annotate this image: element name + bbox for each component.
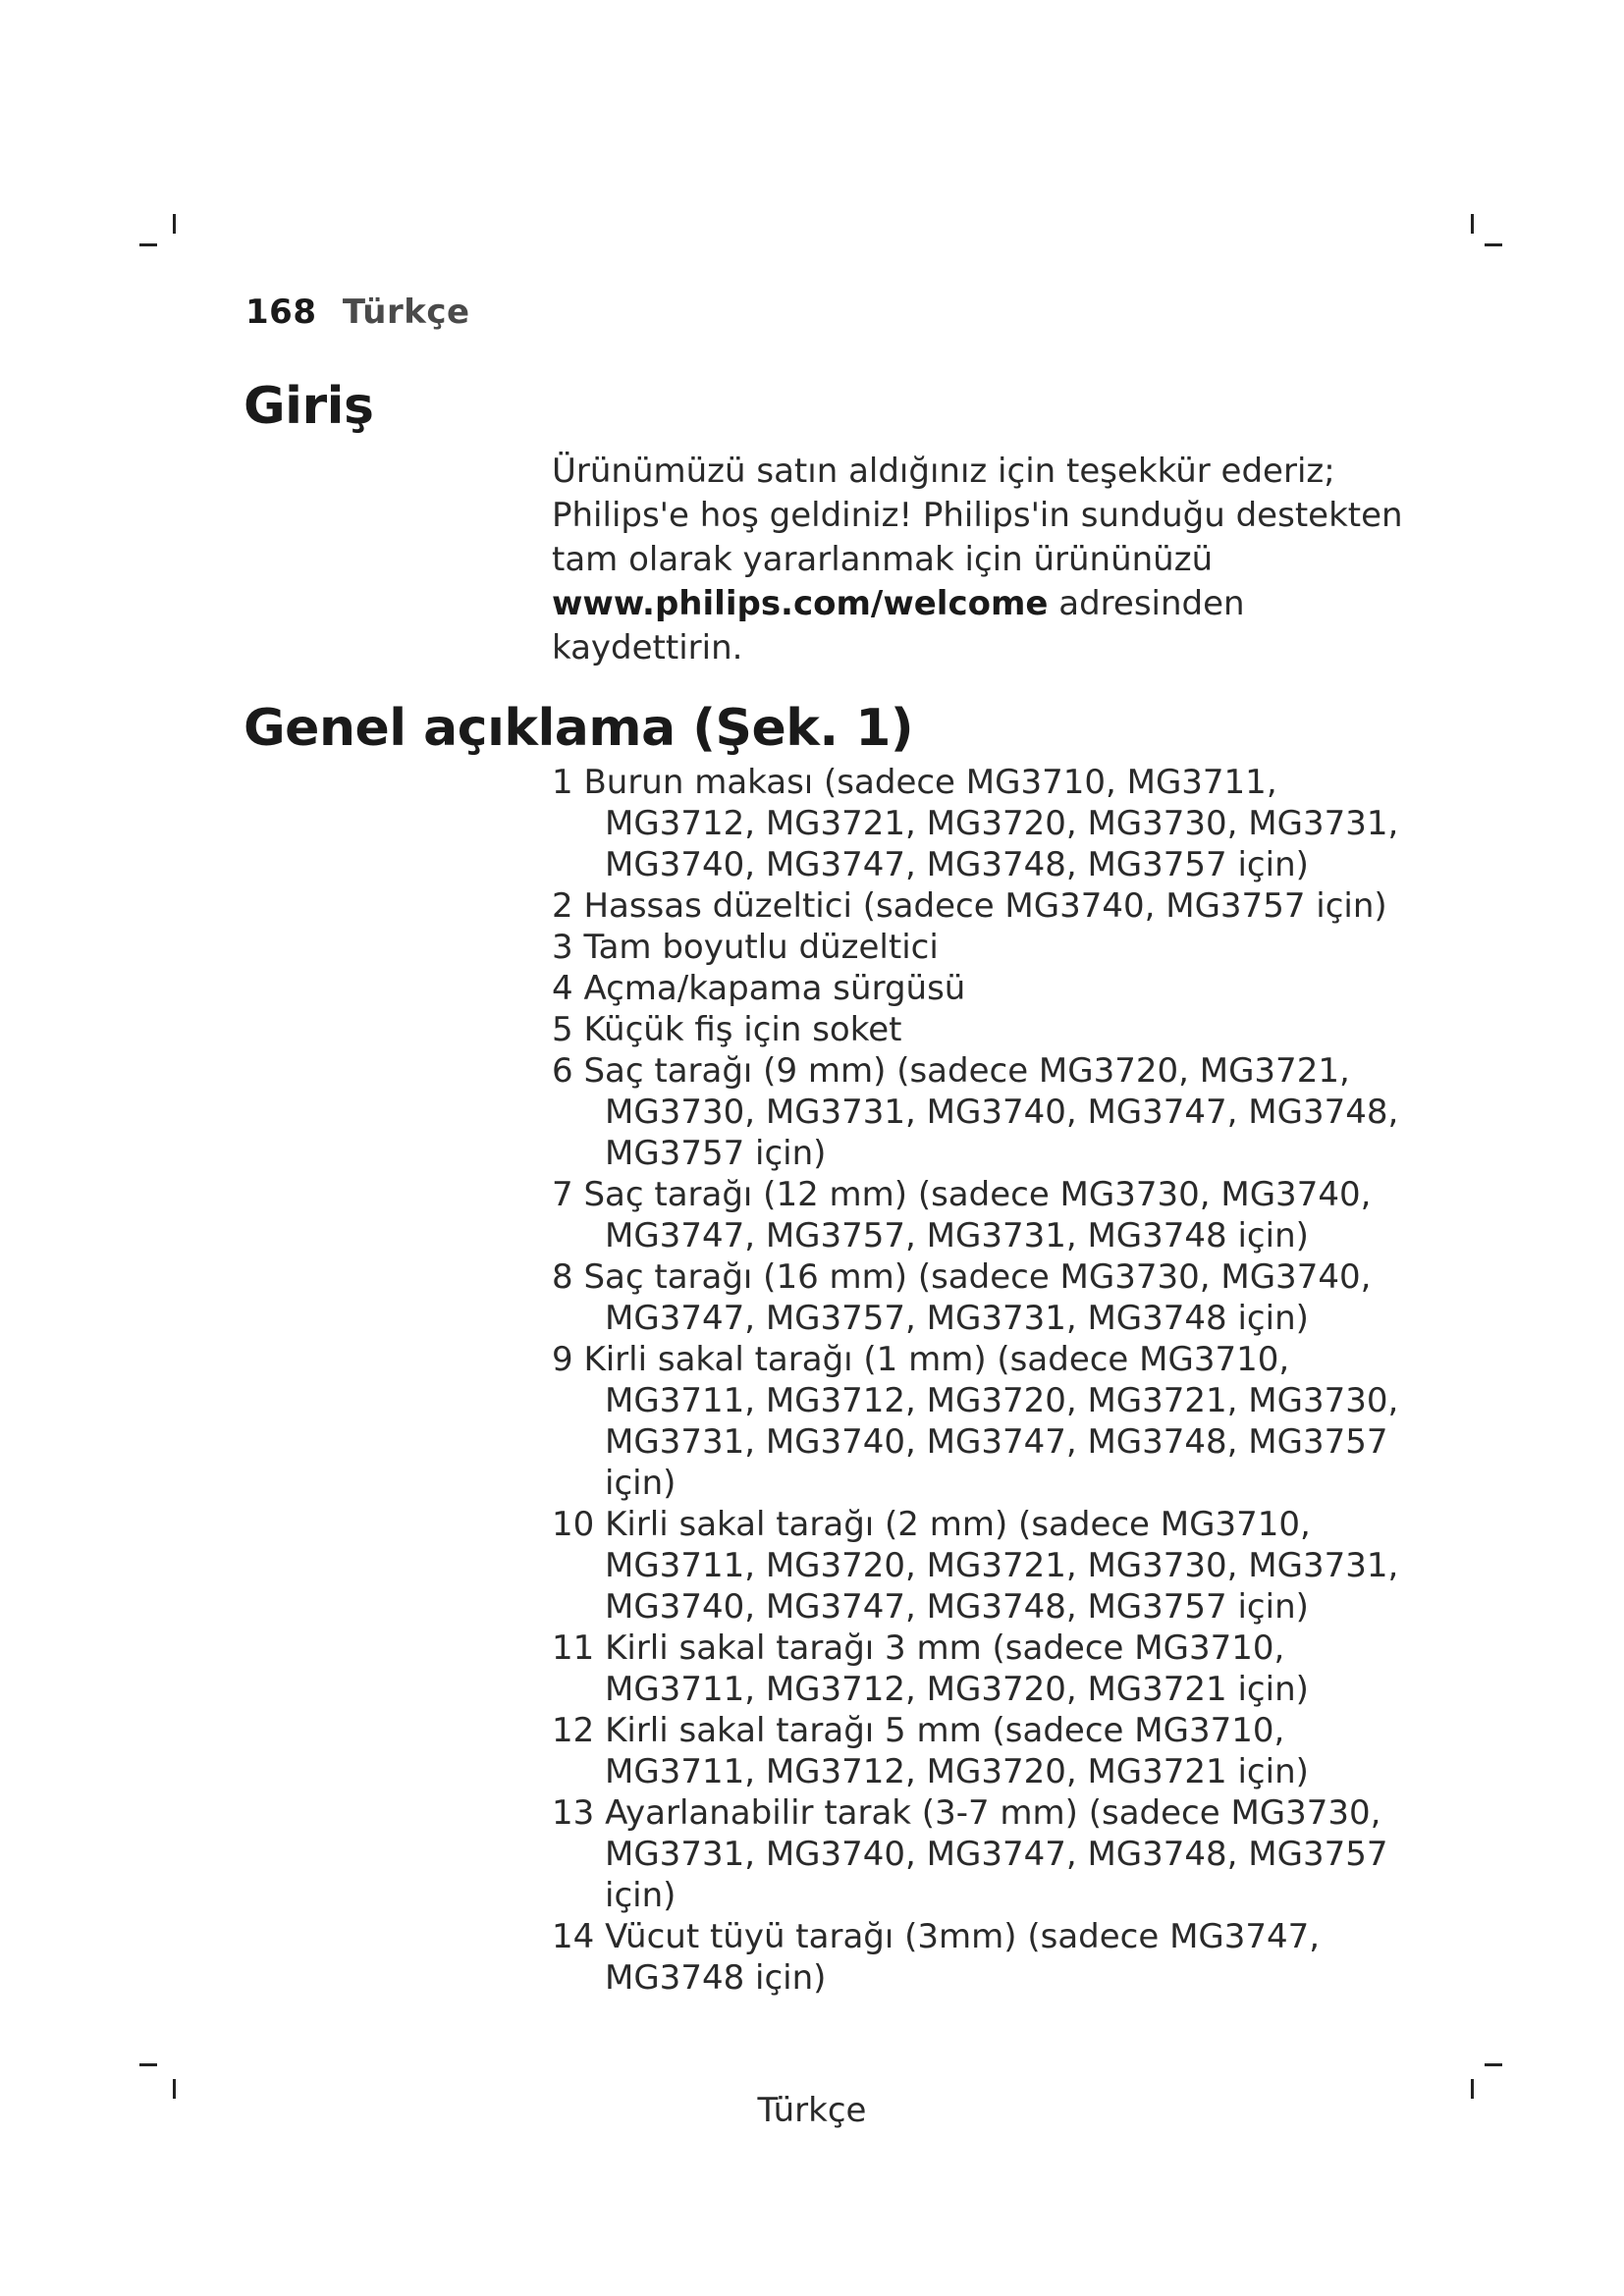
crop-mark-top-left-h [139, 243, 157, 246]
intro-heading: Giriş [244, 377, 374, 436]
page-number: 168 [245, 293, 317, 332]
crop-mark-top-right-v [1471, 214, 1474, 234]
crop-mark-top-right-h [1485, 243, 1502, 246]
list-item: 13 Ayarlanabilir tarak (3-7 mm) (sadece MG3730, MG3731, MG3740, MG3747, MG3748, MG3757 için) [552, 1793, 1388, 1915]
list-item: 11 Kirli sakal tarağı 3 mm (sadece MG3710, MG3711, MG3712, MG3720, MG3721 için) [552, 1629, 1309, 1709]
parts-list [552, 762, 1435, 1999]
crop-mark-bottom-left-h [139, 2063, 157, 2066]
page-footer: Türkçe [757, 2091, 867, 2130]
welcome-link[interactable]: www.philips.com/welcome [552, 584, 1049, 623]
list-item: 10 Kirli sakal tarağı (2 mm) (sadece MG3710, MG3711, MG3720, MG3721, MG3730, MG3731, MG3740, MG3747, MG3748, MG3757 için) [552, 1505, 1399, 1627]
list-item: 8 Saç tarağı (16 mm) (sadece MG3730, MG3740, MG3747, MG3757, MG3731, MG3748 için) [552, 1257, 1372, 1338]
list-item: 9 Kirli sakal tarağı (1 mm) (sadece MG3710, MG3711, MG3712, MG3720, MG3721, MG3730, MG3731, MG3740, MG3747, MG3748, MG3757 için) [552, 1340, 1399, 1503]
list-item: 14 Vücut tüyü tarağı (3mm) (sadece MG3747, MG3748 için) [552, 1917, 1321, 1998]
intro-text: Ürünümüzü satın aldığınız için teşekkür ederiz; Philips'e hoş geldiniz! Philips'in sunduğu destekten tam olarak yararlanmak için ürününüzü [552, 452, 1403, 579]
list-item: 2 Hassas düzeltici (sadece MG3740, MG3757 için) [552, 886, 1387, 926]
list-item: 7 Saç tarağı (12 mm) (sadece MG3730, MG3740, MG3747, MG3757, MG3731, MG3748 için) [552, 1175, 1372, 1255]
crop-mark-bottom-right-h [1485, 2063, 1502, 2066]
list-item: 5 Küçük fiş için soket [552, 1010, 902, 1049]
running-header [245, 293, 470, 332]
list-item: 4 Açma/kapama sürgüsü [552, 969, 966, 1008]
list-item: 3 Tam boyutlu düzeltici [552, 928, 939, 967]
intro-text-end: adresinden kaydettirin. [552, 584, 1245, 667]
intro-paragraph [552, 450, 1416, 670]
list-item: 6 Saç tarağı (9 mm) (sadece MG3720, MG3721, MG3730, MG3731, MG3740, MG3747, MG3748, MG3757 için) [552, 1051, 1399, 1173]
header-language: Türkçe [342, 293, 470, 332]
crop-mark-top-left-v [173, 214, 176, 234]
list-item: 12 Kirli sakal tarağı 5 mm (sadece MG3710, MG3711, MG3712, MG3720, MG3721 için) [552, 1711, 1309, 1791]
list-item: 1 Burun makası (sadece MG3710, MG3711, MG3712, MG3721, MG3720, MG3730, MG3731, MG3740, MG3747, MG3748, MG3757 için) [552, 763, 1399, 884]
overview-heading: Genel açıklama (Şek. 1) [244, 699, 914, 758]
